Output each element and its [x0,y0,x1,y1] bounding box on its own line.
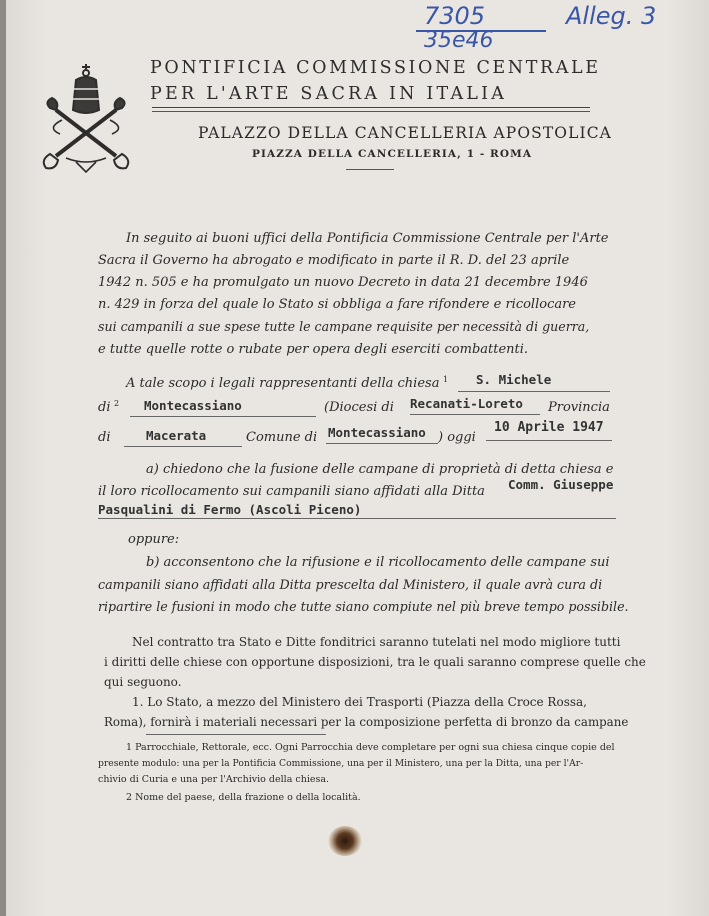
ditta-underline [98,518,616,519]
ink-stain [328,826,362,856]
comune-value: Montecassiano [328,425,426,440]
palazzo-heading: PALAZZO DELLA CANCELLERIA APOSTOLICA [198,124,612,142]
option-b-line: ripartire le fusioni in modo che tutte siano compiute nel più breve tempo possibile. [98,599,629,614]
comune-underline [326,443,438,444]
di-label: di [98,400,111,415]
comune-label: Comune di [246,430,318,445]
oggi-label: ) oggi [438,430,476,445]
header-rule-thin [152,111,590,112]
oppure-label: oppure: [128,532,180,547]
option-a-line1: a) chiedono che la fusione delle campane di proprietà di detta chiesa e [146,462,614,477]
header-title-line1: PONTIFICIA COMMISSIONE CENTRALE [150,58,601,78]
diocesi-value: Recanati-Loreto [410,396,523,411]
header-title-line2: PER L'ARTE SACRA IN ITALIA [150,84,508,104]
body-line: e tutte quelle rotte o rubate per opera degli eserciti combattenti. [98,342,529,357]
handwritten-number-top: 7305 [424,2,486,30]
body-line: n. 429 in forza del quale lo Stato si obbliga a fare rifondere e ricollocare [98,297,577,312]
footnote-ref-2: 2 [114,399,120,408]
ditta-value-line2: Pasqualini di Fermo (Ascoli Piceno) [98,502,362,517]
footnote-ref-1: 1 [443,375,449,384]
provincia-value: Macerata [146,428,207,443]
di2-label: di [98,430,111,445]
date-value: 10 Aprile 1947 [494,420,604,435]
option-b-line: b) acconsentono che la rifusione e il ricollocamento delle campane sui [146,555,610,570]
footnote-2: 2 Nome del paese, della frazione o della località. [126,792,361,803]
papal-emblem-icon [36,62,136,174]
chiesa-underline [458,391,610,392]
body-line: sui campanili a sue spese tutte le campane requisite per necessità di guerra, [98,319,590,334]
footnote-rule [146,734,326,735]
date-underline [486,440,612,441]
body-line: In seguito ai buoni uffici della Pontificia Commissione Centrale per l'Arte [126,231,609,246]
footnote-1-line: presente modulo: una per la Pontificia Commissione, una per il Ministero, una per la Ditta, una per l'Ar- [98,758,584,769]
footnote-1-line: chivio di Curia e una per l'Archivio della chiesa. [98,774,330,785]
paese-underline [130,416,316,417]
chiesa-value: S. Michele [476,372,552,387]
address-line: PIAZZA DELLA CANCELLERIA, 1 - ROMA [252,148,533,160]
body-line: Roma), fornirà i materiali necessari per la composizione perfetta di bronzo da campane [104,715,629,729]
diocesi-underline [410,414,540,415]
paese-value: Montecassiano [144,398,242,413]
document-page [6,0,709,916]
header-rule [152,107,590,108]
provincia-underline [124,446,242,447]
provincia-label: Provincia [548,400,610,415]
footnote-1-line: 1 Parrocchiale, Rettorale, ecc. Ogni Parrocchia deve completare per ogni sua chiesa cinque copie del [126,742,615,753]
diocesi-label: (Diocesi di [324,400,394,415]
body-line: i diritti delle chiese con opportune disposizioni, tra le quali saranno comprese quelle che [104,655,646,669]
handwritten-allegato: Alleg. 3 [566,2,657,30]
option-b-line: campanili siano affidati alla Ditta prescelta dal Ministero, il quale avrà cura di [98,577,603,592]
body-line: qui seguono. [104,675,182,689]
ditta-value-line1: Comm. Giuseppe [508,477,614,492]
body-line: 1. Lo Stato, a mezzo del Ministero dei Trasporti (Piazza della Croce Rossa, [132,695,587,709]
option-a-line2: il loro ricollocamento sui campanili siano affidati alla Ditta [98,484,485,499]
body-line: Nel contratto tra Stato e Ditte fonditrici saranno tutelati nel modo migliore tutti [132,635,621,649]
address-rule [346,169,394,170]
chiesa-label: A tale scopo i legali rappresentanti della chiesa [126,376,440,391]
handwritten-number-bottom: 35e46 [424,28,494,53]
body-line: Sacra il Governo ha abrogato e modificato in parte il R. D. del 23 aprile [98,253,570,268]
body-line: 1942 n. 505 e ha promulgato un nuovo Decreto in data 21 decembre 1946 [98,275,588,290]
